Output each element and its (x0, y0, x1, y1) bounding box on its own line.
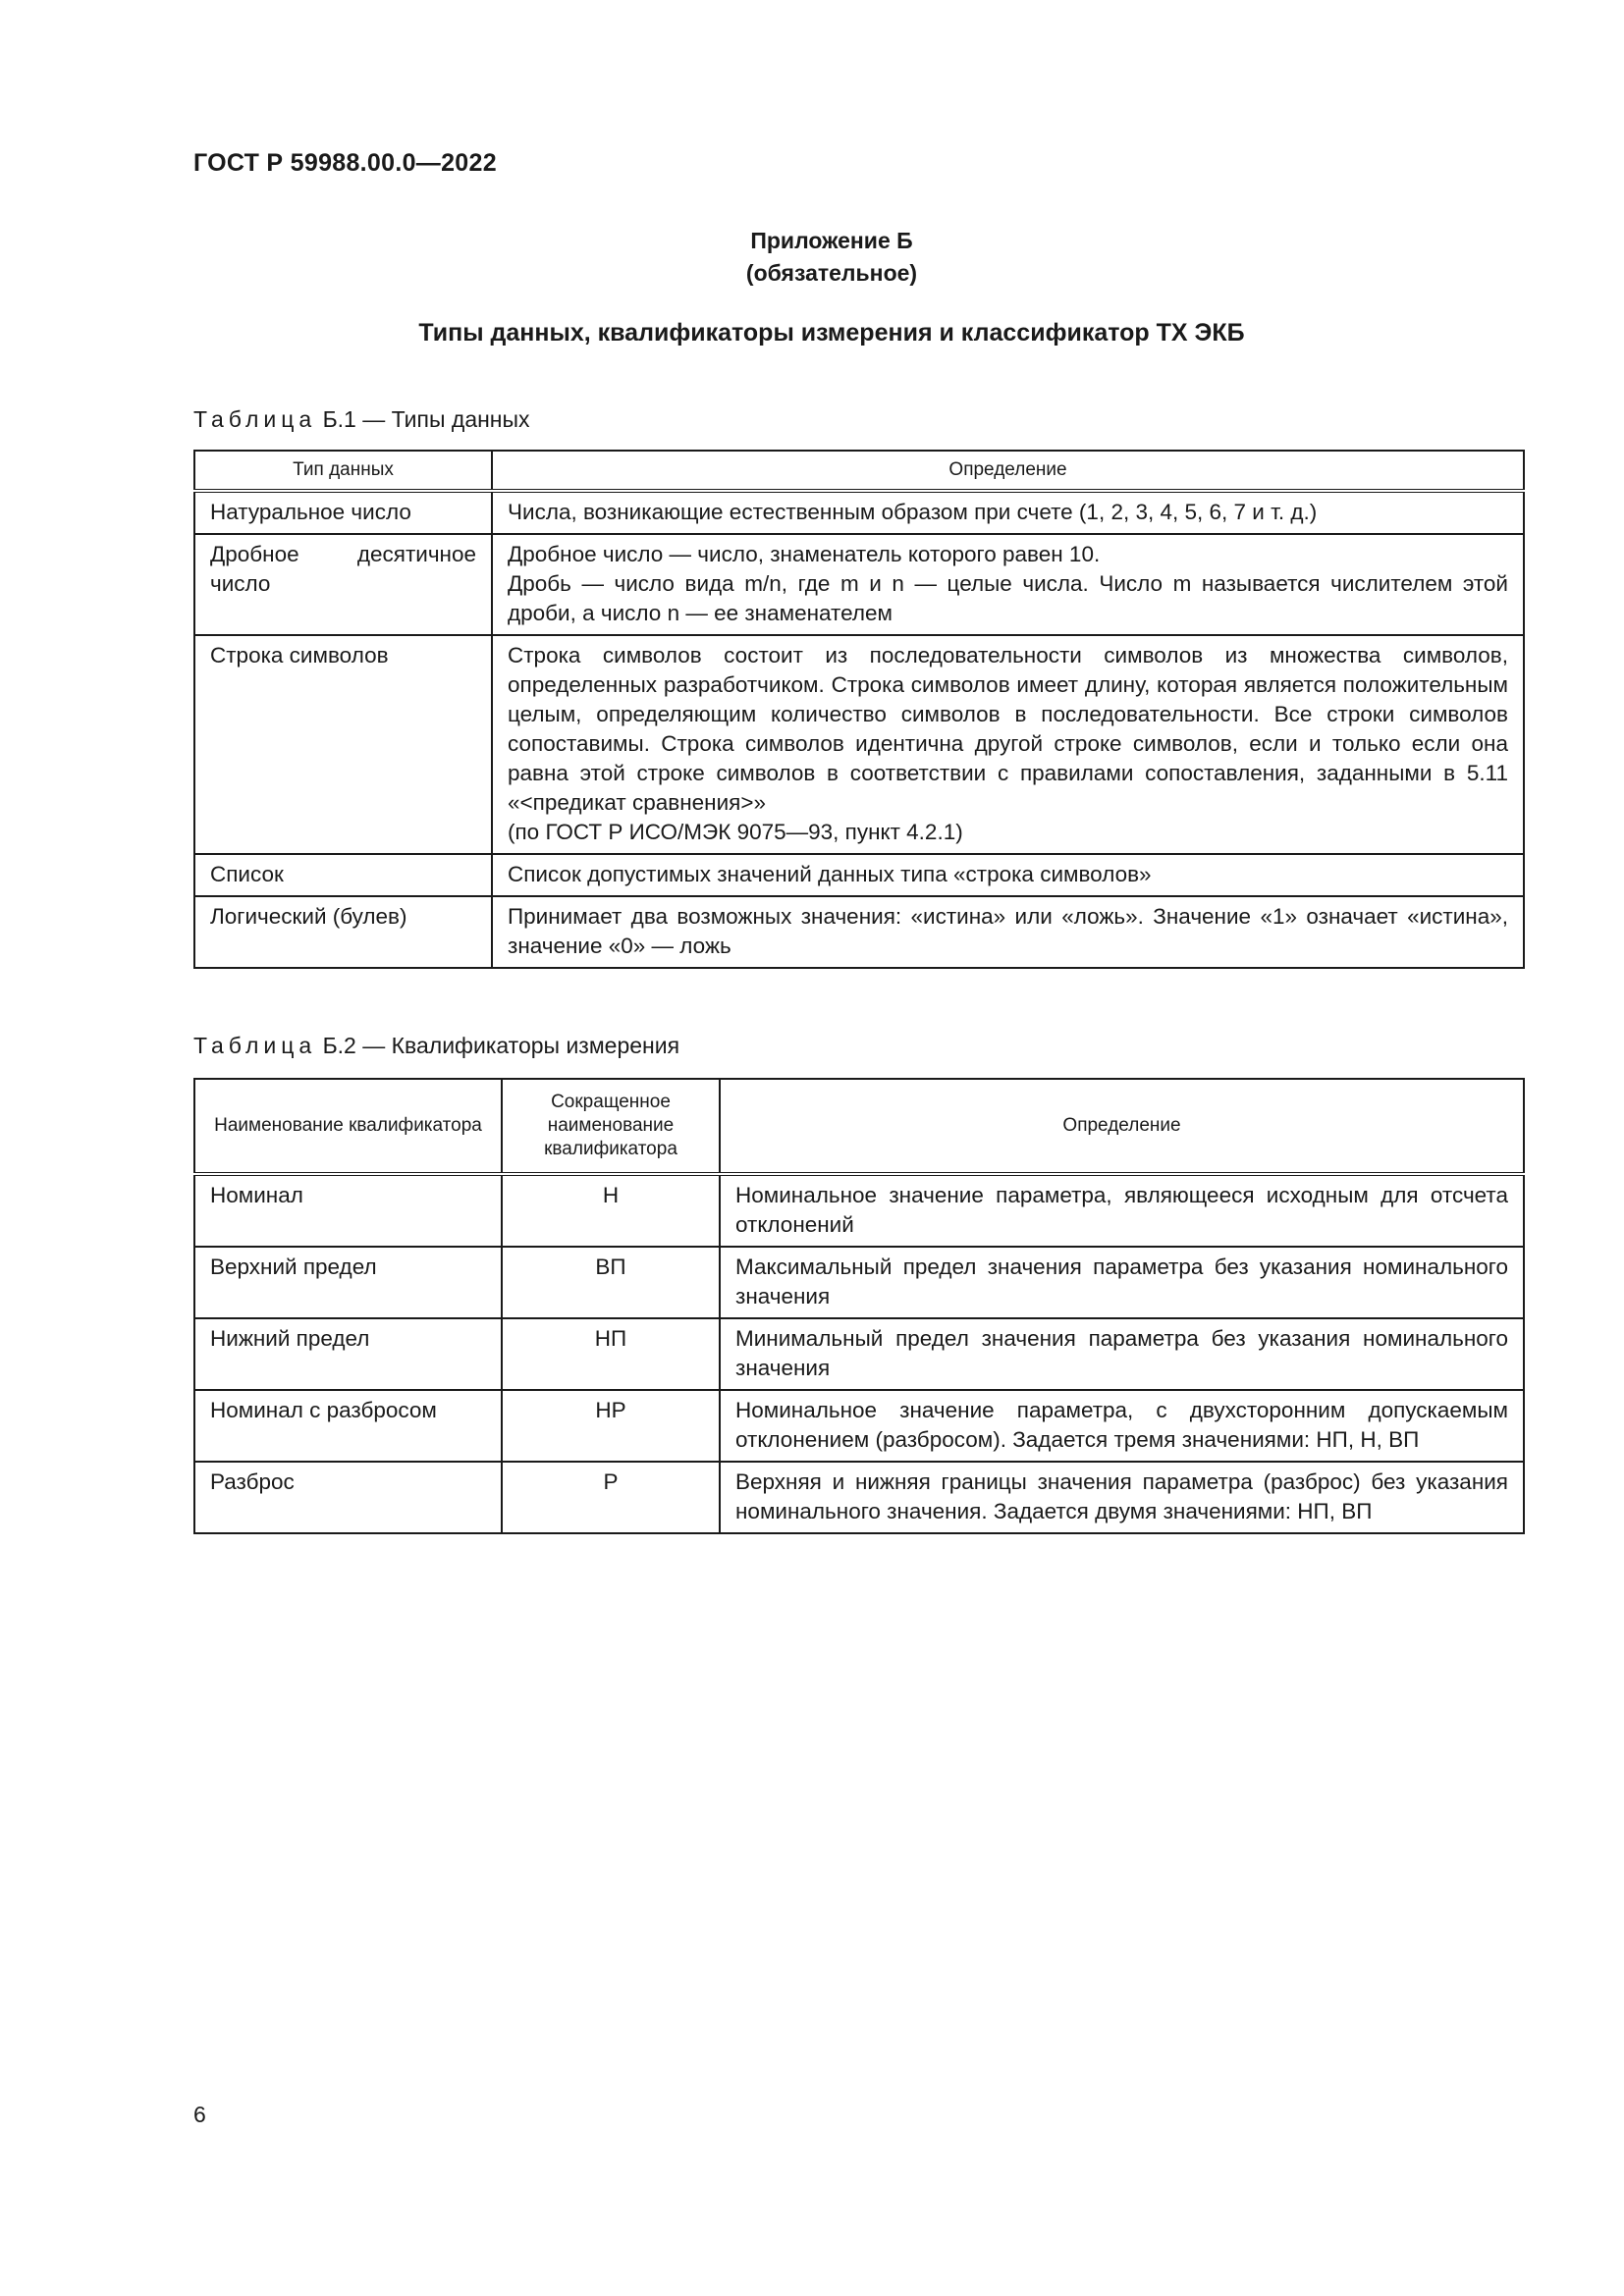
table-row (194, 1390, 1524, 1462)
data-types-table (193, 450, 1525, 969)
cell-definition (492, 635, 1524, 854)
column-header-definition: Определение (720, 1079, 1524, 1174)
table-row (194, 1462, 1524, 1533)
appendix-heading (0, 225, 1624, 290)
table2-caption-prefix: Таблица (193, 1033, 317, 1058)
cell-abbr: Р (502, 1462, 720, 1533)
cell-definition: Числа, возникающие естественным образом при счете (1, 2, 3, 4, 5, 6, 7 и т. д.) (492, 491, 1524, 534)
qualifiers-table (193, 1078, 1525, 1534)
column-header-type: Тип данных (194, 451, 492, 491)
cell-definition: Минимальный предел значения параметра без указания номинального значения (720, 1318, 1524, 1390)
page-number: 6 (193, 2102, 206, 2127)
table-row (194, 854, 1524, 896)
cell-definition: Номинальное значение параметра, являющееся исходным для отсчета отклонений (720, 1174, 1524, 1247)
table-row (194, 1174, 1524, 1247)
table-row (194, 491, 1524, 534)
table-row (194, 896, 1524, 968)
cell-definition: Принимает два возможных значения: «истина» или «ложь». Значение «1» означает «истина», значение «0» — ложь (492, 896, 1524, 968)
standard-designation: ГОСТ Р 59988.00.0—2022 (193, 149, 497, 177)
cell-name: Номинал (194, 1174, 502, 1247)
definition-line: Дробное число — число, знаменатель которого равен 10. (508, 542, 1101, 566)
column-header-name: Наименование квалификатора (194, 1079, 502, 1174)
appendix-title: Приложение Б (750, 228, 913, 253)
definition-line: (по ГОСТ Р ИСО/МЭК 9075—93, пункт 4.2.1) (508, 820, 963, 844)
cell-abbr: Н (502, 1174, 720, 1247)
column-header-definition: Определение (492, 451, 1524, 491)
table-row (194, 635, 1524, 854)
cell-abbr: НП (502, 1318, 720, 1390)
cell-type: Натуральное число (194, 491, 492, 534)
table-row (194, 1247, 1524, 1318)
section-title: Типы данных, квалификаторы измерения и классификатор ТХ ЭКБ (418, 319, 1245, 347)
cell-abbr: НР (502, 1390, 720, 1462)
cell-type: Строка символов (194, 635, 492, 854)
definition-line: Дробь — число вида m/n, где m и n — целые числа. Число m называется числителем этой дроби, а число n — ее знаменателем (508, 571, 1508, 625)
table-header-row (194, 451, 1524, 491)
definition-line: Строка символов состоит из последовательности символов из множества символов, определенных разработчиком. Строка символов имеет длину, которая является положительным целым, определяющим количество символов в последовательности. Все строки символов сопоставимы. Строка символов идентична другой строке символов, если и только если она равна этой строке символов в соответствии с правилами сопоставления, заданными в 5.11 «<предикат сравнения>» (508, 643, 1508, 815)
cell-abbr: ВП (502, 1247, 720, 1318)
cell-type: Дробное десятичное число (194, 534, 492, 635)
table2-caption (193, 1033, 679, 1059)
table1-caption-text: Б.1 — Типы данных (316, 406, 530, 432)
table-header-row (194, 1079, 1524, 1174)
cell-name: Верхний предел (194, 1247, 502, 1318)
cell-type: Список (194, 854, 492, 896)
cell-name: Нижний предел (194, 1318, 502, 1390)
column-header-abbr: Сокращенное наименование квалификатора (502, 1079, 720, 1174)
cell-name: Номинал с разбросом (194, 1390, 502, 1462)
cell-definition: Верхняя и нижняя границы значения параметра (разброс) без указания номинального значения. Задается двумя значениями: НП, ВП (720, 1462, 1524, 1533)
cell-definition: Максимальный предел значения параметра без указания номинального значения (720, 1247, 1524, 1318)
cell-definition: Список допустимых значений данных типа «строка символов» (492, 854, 1524, 896)
table1-caption (193, 406, 530, 433)
table2-caption-text: Б.2 — Квалификаторы измерения (316, 1033, 680, 1058)
table1-caption-prefix: Таблица (193, 406, 317, 432)
table-row (194, 1318, 1524, 1390)
table-row (194, 534, 1524, 635)
cell-name: Разброс (194, 1462, 502, 1533)
cell-type: Логический (булев) (194, 896, 492, 968)
appendix-status: (обязательное) (745, 260, 918, 286)
cell-definition (492, 534, 1524, 635)
cell-definition: Номинальное значение параметра, с двухсторонним допускаемым отклонением (разбросом). Задается тремя значениями: НП, Н, ВП (720, 1390, 1524, 1462)
